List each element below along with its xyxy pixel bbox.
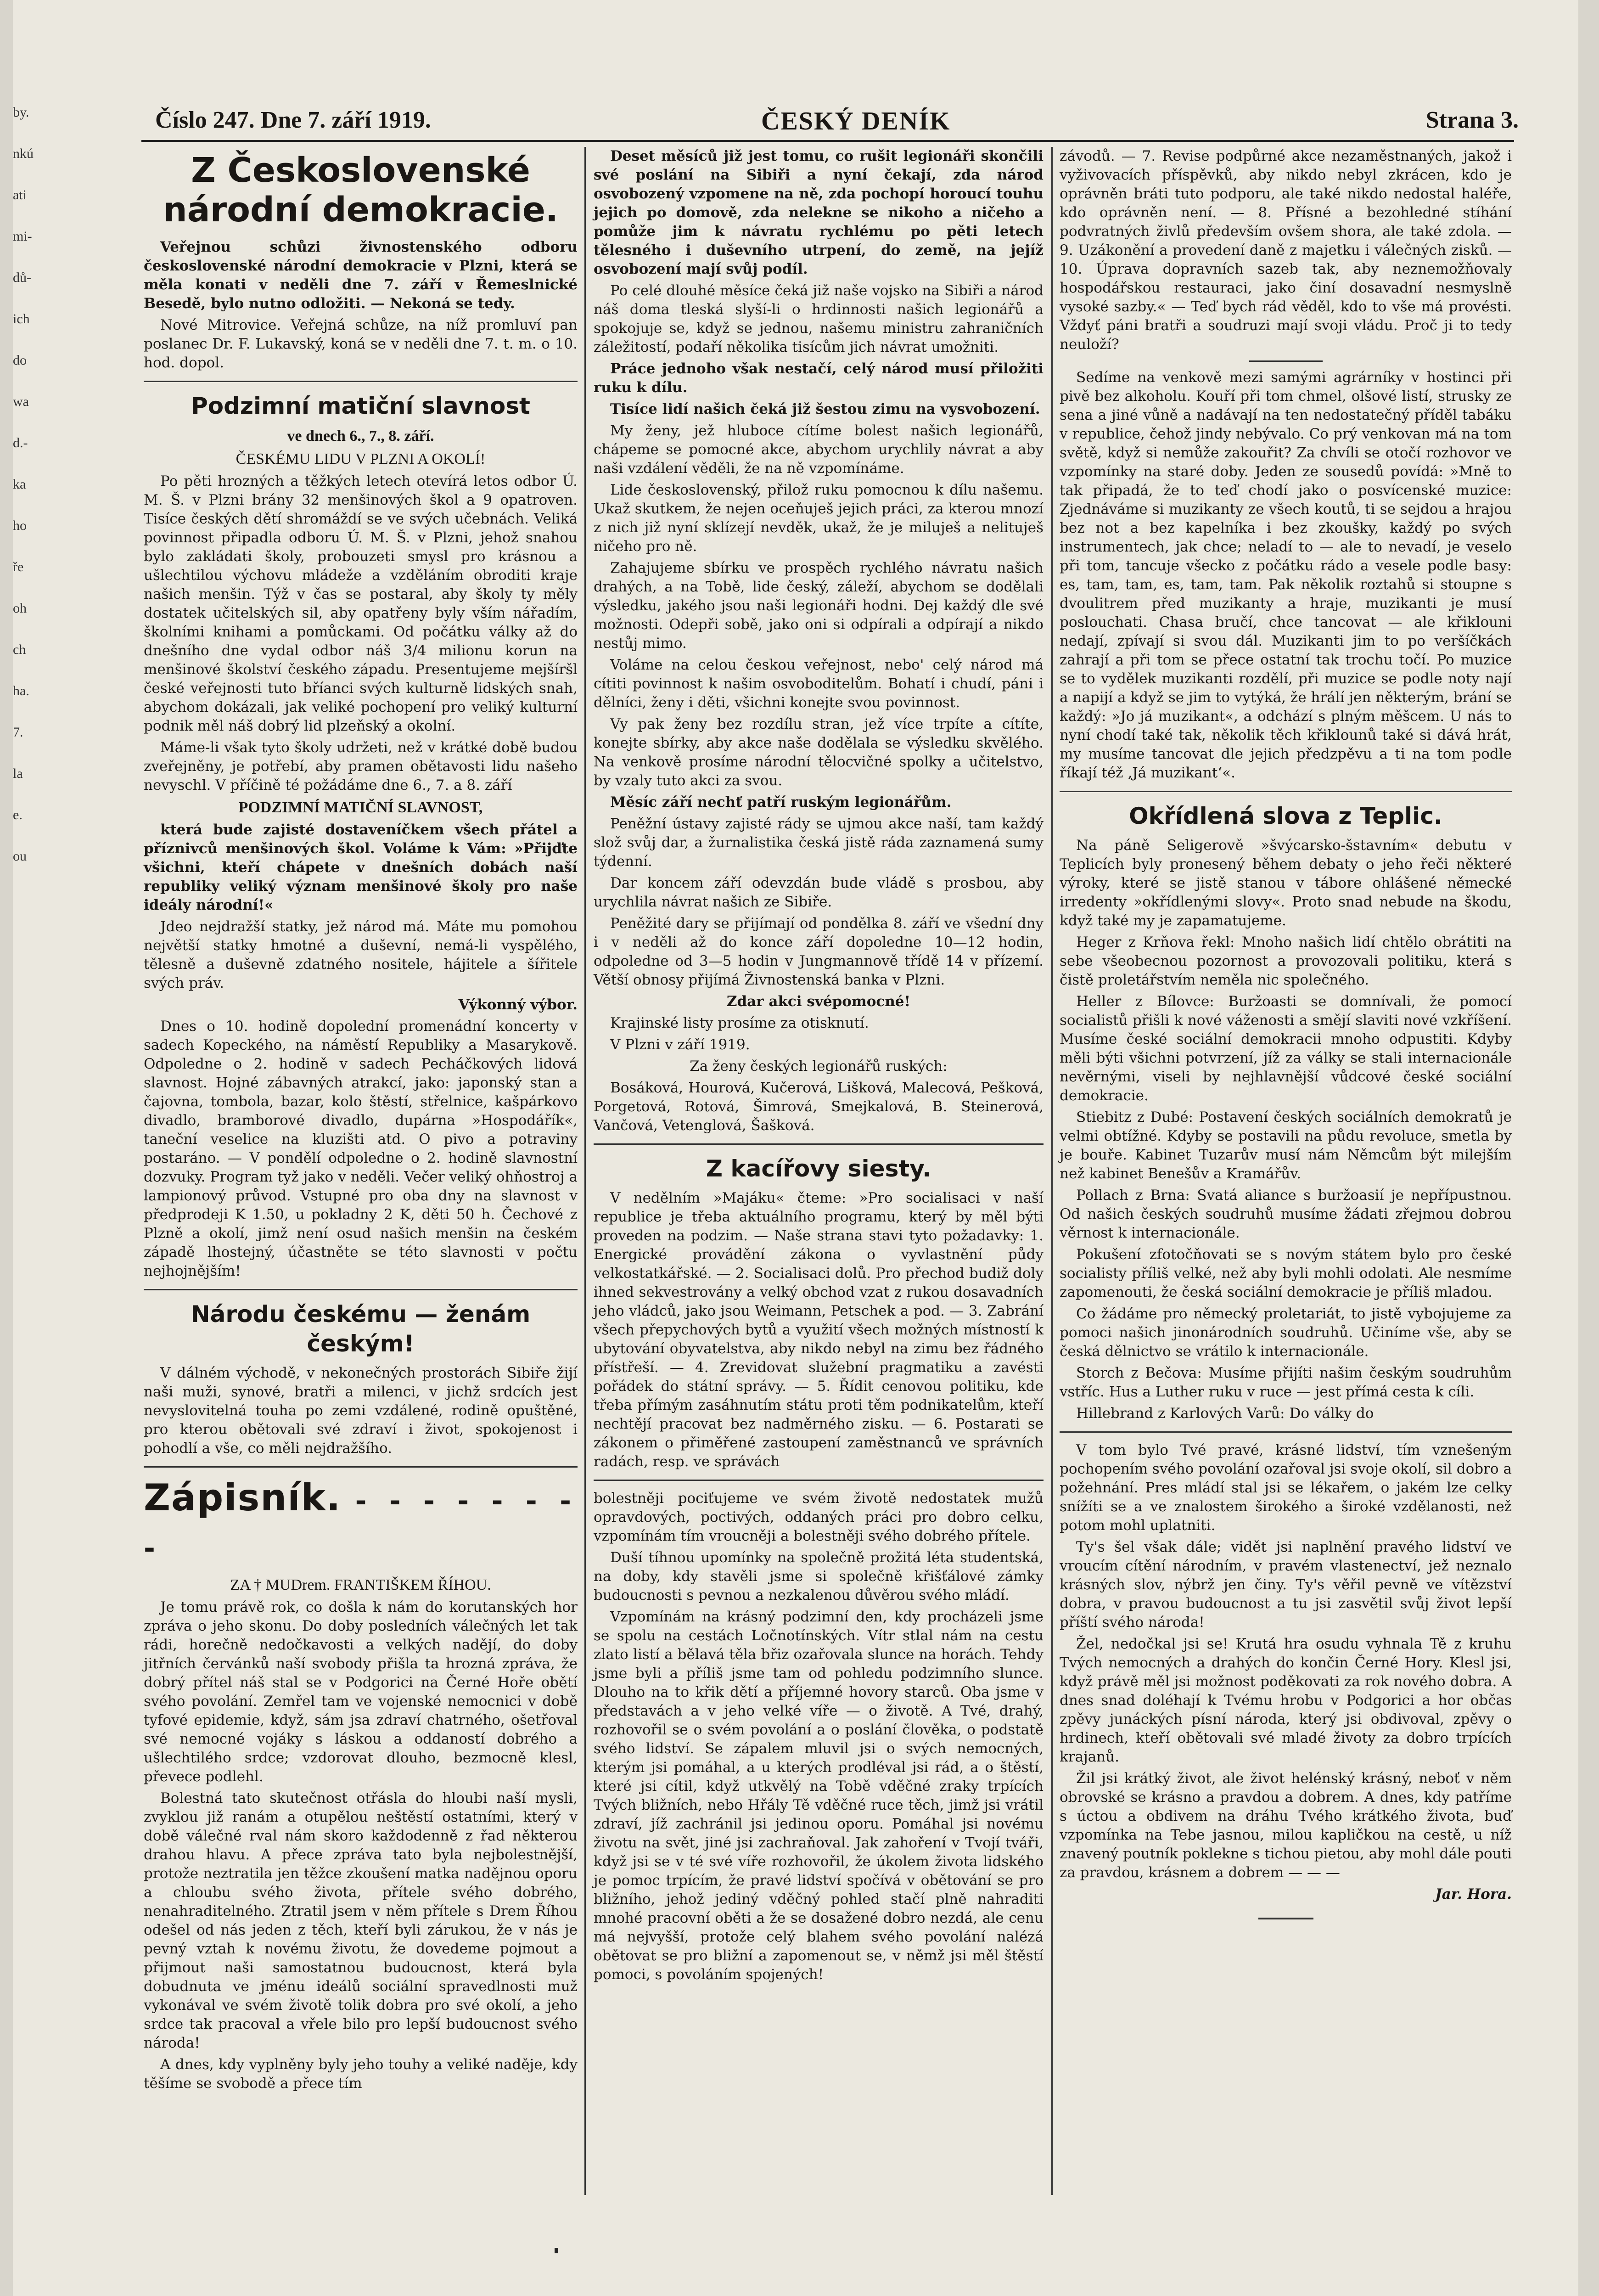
edge-fragment: ch — [13, 642, 26, 657]
article-paragraph: Zahajujeme sbírku ve prospěch rychlého návratu našich drahých, a na Tobě, lide český, záleží, abychom se dodělali výsledku, jakého jsou naši legionáři hodni. Dej každý dle své možnosti. Odepři sobě, jako oni si odpírali a odpírají a nikdo nestůj mimo. — [594, 560, 1044, 652]
article-separator — [594, 1143, 1044, 1145]
column-divider — [584, 147, 586, 2195]
edge-fragment: dů- — [13, 270, 31, 285]
article-paragraph: bolestněji pociťujeme ve svém životě nedostatek mužů opravdových, poctivých, oddaných práci pro dobro celku, vzpomínám tím vroucněji a bolestněji svého dobrého přítele. — [594, 1490, 1044, 1544]
newspaper-page — [13, 0, 1578, 2296]
article-subheadline: ČESKÉMU LIDU V PLZNI A OKOLÍ! — [236, 450, 486, 467]
edge-fragment: ho — [13, 518, 27, 533]
edge-fragment: ou — [13, 849, 27, 864]
article-paragraph: Nové Mitrovice. Veřejná schůze, na níž promluví pan poslanec Dr. F. Lukavský, koná se v neděli dne 7. t. m. o 10. hod. dopol. — [144, 317, 578, 371]
column-3 — [1060, 147, 1512, 2167]
article-headline: Z Československé národní demokracie. — [163, 151, 558, 230]
page-number: Strana 3. — [1425, 107, 1519, 133]
article-paragraph: Pollach z Brna: Svatá aliance s buržoasií je nepřípustnou. Od našich českých soudruhů musíme žádati zřejmou dobrou věrnost k internacionále. — [1060, 1187, 1512, 1241]
article-paragraph: Sedíme na venkově mezi samými agrárníky v hostinci při pivě bez alkoholu. Kouří při tom chmel, olšové listí, strusky ze sena a jiné vůně a nadávají na ten nedostatečný příděl tabáku v republice, čehož jindy nebývalo. Co prý venkovan má na tom světě, když si nemůže zakouřit? Za chvíli se otočí rozhovor ve vzpomínky na staré doby. Jeden ze sousedů povídá: »Mně to tak připadá, že to teď chodí jako o posvícenské muzice: Zjednáváme si muzikanty ze všech koutů, ti se sejdou a hrajou bez not a bez kapelníka i bez zkoušky, každý po svých instrumentech, jak chce; neladí to — ale to nevadí, je veselo při tom, tancuje všecko z počátku rádo a vesele podle basy: es, tam, tam, es, tam, tam. Pak několik roztahů si stoupne s dvoulitrem před muzikanty a hraje, muzikanti je musí poslouchati. Chasa bručí, chce tancovat — ale křiklouni nedají, zpívají si svou dál. Muzikanti jim to po veršíčkách zahrají a při tom se přece ostatní tak trochu točí. Po muzice se to vydělek muzikanti rozdělí, při muzice se podle noty nají a napijí a když se jim to vytýká, že hrálí jen některým, brání se každý: »Jo já muzikant«, a odchází s plným měšcem. U nás to nyní chodí také tak, několik těch křiklounů také si dává hrát, my musíme tancovat dle jejich předzpěvu a ti na tom podle říkají též ‚Já muzikant‘«. — [1060, 369, 1512, 781]
article-paragraph: Vzpomínám na krásný podzimní den, kdy procházeli jsme se spolu na cestách Ločnotínských. Vítr stlal nám na cestu zlato listí a bělavá těla břiz ozařovala slunce na horách. Tehdy jsme byli a příliš jsme tam od pohledu podzimního slunce. Dlouho na to křik dětí a příjemné hovory starců. Oba jsme v představách a v jeho velké víře — o životě. A Tvé, drahý, rozhovořil se o svém povolání a o poslání člověka, o podstatě svého lidství. Se zápalem mluvil jsi o svých nemocných, kterým jsi pomáhal, a u kterých prodléval jsi rád, a o štěstí, které jsi cítil, když utkvělý na Tobě vděčné zraky trpících Tvých bližních, nebo Hřály Tě vděčné ruce těch, jimž jsi vrátil zdraví, jíž zachránil jsi jedinou oporu. Pomáhal jsi novému životu na svět, jiné jsi zachraňoval. Jak zahoření v Tvojí tváři, když jsi se v té své víře rozhovořil, že úkolem života lidského je pomoc trpícím, že pravé lidství spočívá v obětování se pro bližního, jehož jediný vděčný pohled stačí plně nahraditi mnohé pracovní oběti a že se dosažené dobro nezdá, ale cenu má nejvyšší, protože celý blahem svého povolání nalézá obětovat se pro bližní a zapomenout se, v němž jsi měl štěstí pomoci, s povoláním spojených! — [594, 1609, 1044, 1983]
article-headline: Z kacířovy siesty. — [706, 1155, 931, 1182]
article-paragraph: která bude zajisté dostaveníčkem všech přátel a příznivců menšinových škol. Voláme k Vám: »Přijďte všichni, kteří chápete v dnešních dobách naší republiky veliký význam menšinové školy pro naše ideály národní!« — [144, 822, 578, 913]
edge-fragment: e. — [13, 807, 22, 822]
article-paragraph: Heger z Krňova řekl: Mnoho našich lidí chtělo obrátiti na sebe všeobecnou pozornost a provozovali politiku, která s čistě proletářstvím neměla nic společného. — [1060, 934, 1512, 988]
article-paragraph: Stiebitz z Dubé: Postavení českých sociálních demokratů je velmi obtížné. Kdyby se postavili na půdu revoluce, smetla by je bouře. Kabinet Tuzarův musí nám Němcům být milejším než kabinet Benešův a Kramářův. — [1060, 1109, 1512, 1182]
article-paragraph: Práce jednoho však nestačí, celý národ musí přiložiti ruku k dílu. — [594, 360, 1044, 396]
article-paragraph: Krajinské listy prosíme za otisknutí. — [610, 1015, 869, 1031]
article-paragraph: Ty's šel však dále; vidět jsi naplnění pravého lidství ve vroucím cítění národním, v pravém vlastenectví, jež neznalo krásných slov, nýbrž jen činy. Ty's věřil pevně ve vítězství dobra, v pravou budoucnost a tu jsi zasvětil svůj život lepší příští svého národa! — [1060, 1539, 1512, 1631]
article-paragraph: Hillebrand z Karlových Varů: Do války do — [1076, 1405, 1374, 1422]
article-paragraph: Tisíce lidí našich čeká již šestou zimu na vysvobození. — [610, 401, 1040, 417]
end-rule — [1258, 1918, 1313, 1919]
article-subheadline: PODZIMNÍ MATIČNÍ SLAVNOST, — [238, 799, 483, 816]
edge-fragment: nkú — [13, 146, 34, 161]
article-paragraph: Na páně Seligerově »švýcarsko-šstavním« debutu v Teplicích byly pronesený během debaty o jeho řeči některé výroky, které se jistě stanou v tábore ohlášené německé irredenty »okřídlenými slovy«. Proto snad nebude na škodu, když také my je zapamatujeme. — [1060, 837, 1512, 929]
issue-date: Číslo 247. Dne 7. září 1919. — [155, 107, 431, 133]
article-separator — [144, 381, 578, 382]
column-1 — [144, 147, 578, 2255]
section-title: Zápisník. — [144, 1476, 342, 1519]
print-speck — [555, 2248, 558, 2253]
article-paragraph: Deset měsíců již jest tomu, co rušit legionáři skončili své poslání na Sibiři a nyní čekají, zda národ osvobozený vzpomene na ně, zda pochopí horoucí touhu jejich po domově, zda nelekne se nikoho a ničeho a pomůže jim k návratu rychlému po pěti letech tělesného i duševního utrpení, do země, na jejíž osvobození mají svůj podíl. — [594, 148, 1044, 277]
header-rule — [141, 140, 1514, 142]
article-separator — [144, 1466, 578, 1468]
edge-fragment: ich — [13, 311, 30, 326]
article-signature: Jar. Hora. — [1435, 1886, 1512, 1902]
article-paragraph: Lide československý, přilož ruku pomocnou k dílu našemu. Ukaž skutkem, že nejen oceňuješ jejich práci, za kterou mnozí z nich již nyní sklízejí nevděk, ukaž, že je miluješ a nelituješ ničeho pro ně. — [594, 482, 1044, 555]
column-divider — [1051, 147, 1053, 2195]
article-paragraph: Máme-li však tyto školy udržeti, než v krátké době budou zveřejněny, je potřebí, aby pramen obětavosti lidu našeho nevyschl. V příčině té požádáme dne 6., 7. a 8. září — [144, 739, 578, 793]
article-separator — [1249, 360, 1323, 362]
edge-fragment: ře — [13, 559, 24, 574]
article-paragraph: závodů. — 7. Revise podpůrné akce nezaměstnaných, jakož i vyživovacích příspěvků, aby nikdo nebyl zkrácen, kdo je oprávněn bráti tuto podporu, ale také nikdo nedostal haléře, kdo oprávněn není. — 8. Přísné a bezohledné stíhání podvratných živlů především ovšem shora, ale také zdola. — 9. Uzákonění a provedení daně z majetku i válečných zisků. — 10. Úprava dopravních sazeb tak, aby neznemožňovaly hospodářskou restauraci, jako činí dosavadní nesmyslně vysoké sazby.« — Teď bych rád věděl, kdo to vše má provésti. Vždyť páni bratři a soudruzi mají svoji vládu. Proč ji to tedy neuloží? — [1060, 148, 1512, 353]
article-paragraph: Zdar akci svépomocné! — [726, 993, 911, 1010]
article-paragraph: Dnes o 10. hodině dopolední promenádní koncerty v sadech Kopeckého, na náměstí Republiky a Masarykově. Odpoledne o 2. hodině v sadech Pecháčkových lidová slavnost. Hojné zábavných atrakcí, jako: japonský stan a čajovna, tombola, bazar, kolo štěstí, střelnice, kašpárkovo divadlo, bramborové divadlo, dupárna »Hospodářík«, taneční veselice na kluzišti atd. O pivo a potraviny postaráno. — V pondělí odpoledne o 2. hodině slavnostní dozvuky. Program tyž jako v neděli. Večer veliký ohňostroj a lampionový průvod. Vstupné pro oba dny na slavnost v předprodeji K 1.50, u pokladny 2 K, děti 50 h. Čechové z Plzně a okolí, jimž není osud našich menšin na českém západě lhostejný, účastněte se této slavnosti v počtu nejhojnějším! — [144, 1018, 578, 1279]
article-paragraph: Pokušení zfotočňovati se s novým státem bylo pro české socialisty příliš velké, než aby byli mohli odolati. Ale nesmíme zapomenouti, že česká sociální demokracie je příliš mladou. — [1060, 1246, 1512, 1300]
article-paragraph: Vy pak ženy bez rozdílu stran, jež více trpíte a cítíte, konejte sbírky, aby akce naše dodělala se výsledku skvělého. Na venkově prosíme národní tělocvičné spolky a učitelstvo, by vzaly tuto akci za svou. — [594, 716, 1044, 789]
article-signature: Výkonný výbor. — [458, 996, 578, 1013]
column-2 — [594, 147, 1044, 2190]
article-paragraph: Dar koncem září odevzdán bude vládě s prosbou, aby urychlila návrat našich ze Sibiře. — [594, 875, 1044, 910]
edge-fragment: la — [13, 766, 23, 781]
article-headline: Okřídlená slova z Teplic. — [1129, 803, 1442, 829]
article-paragraph: Po celé dlouhé měsíce čeká již naše vojsko na Sibiři a národ náš doma tleská slyší-li o hrdinnosti našich legionářů a spokojuje se, když se jednou, našemu ministru zahraničních záležitostí, podaří několika tisícům jich návrat umožniti. — [594, 282, 1044, 355]
article-headline: Národu českému — ženám českým! — [191, 1301, 531, 1357]
article-paragraph: V tom bylo Tvé pravé, krásné lidství, tím vznešeným pochopením svého povolání ozařoval jsi svoje okolí, sil dobro a požehnání. Pres mládí stal jsi se lékařem, o jakém lze celky snížíti se a ve znalostem širokého a široké vzdělanosti, než potom mohl uplatniti. — [1060, 1442, 1512, 1534]
article-paragraph: Bosáková, Hourová, Kučerová, Lišková, Malecová, Pešková, Porgetová, Rotová, Šimrová, Smejkalová, B. Steinerová, Vančová, Vetenglová, Šašková. — [594, 1080, 1044, 1134]
edge-fragment: wa — [13, 394, 29, 409]
article-separator — [1060, 1431, 1512, 1433]
article-paragraph: Co žádáme pro německý proletariát, to jistě vybojujeme za pomoci našich jinonárodních soudruhů. Učiníme vše, aby se česká dělnictvo se vrátilo k internacionále. — [1060, 1306, 1512, 1360]
article-paragraph: Za ženy českých legionářů ruských: — [690, 1058, 948, 1075]
page-header — [141, 107, 1519, 139]
section-headline — [144, 1476, 578, 1570]
newspaper-title: ČESKÝ DENÍK — [761, 107, 951, 135]
article-subheadline: ve dnech 6., 7., 8. září. — [287, 428, 434, 445]
article-paragraph: A dnes, kdy vyplněny byly jeho touhy a veliké naděje, kdy těšíme se svobodě a přece tím — [144, 2056, 578, 2092]
article-paragraph: Měsíc září nechť patří ruským legionářům. — [610, 794, 952, 810]
article-paragraph: Žil jsi krátký život, ale život helénský krásný, neboť v něm obrovské se krásno a pravdou a dobrem. A dnes, kdy patříme s úctou a obdivem na dráhu Tvého krátkého života, buď vzpomínka na Tebe jasnou, milou kapličkou na cestě, u níž znavený poutník poklekne s tichou pietou, aby mohl dále pouti za pravdou, krásnem a dobrem — — — — [1060, 1770, 1512, 1881]
edge-fragment: do — [13, 353, 27, 368]
article-paragraph: Duší tíhnou upomínky na společně prožitá léta studentská, na doby, kdy stavěli jsme si společně křišťálové zámky budoucnosti s pevnou a nezkalenou důvěrou svého mládí. — [594, 1549, 1044, 1604]
article-paragraph: V dálném východě, v nekonečných prostorách Sibiře žijí naši muži, synové, bratři a milenci, v jichž srdcích jest nevyslovitelná touha po zemi vzdálené, rodině opuštěné, pro kterou obětovali své zdraví i život, spokojenost i pohodlí a vše, co měli nejdražšího. — [144, 1365, 578, 1457]
article-headline: Podzimní matiční slavnost — [191, 393, 530, 419]
edge-fragment: mi- — [13, 229, 32, 244]
edge-fragment: ati — [13, 187, 27, 203]
decorative-dashes: - - - - - - - - — [144, 1485, 578, 1564]
article-paragraph: V Plzni v září 1919. — [610, 1036, 750, 1053]
edge-fragment: ha. — [13, 683, 29, 698]
article-paragraph: V nedělním »Majáku« čteme: »Pro socialisaci v naší republice je třeba aktuálního programu, který by měl býti proveden na podzim. — Naše strana stavi tyto požadavky: 1. Energické provádění zákona o vyvlastnění půdy velkostatkářské. — 2. Socialisaci dolů. Pro přechod budiž doly ihned sekvestrovány a velký obchod vzat z rukou dosavadních jeho vládců, jako jsou Weimann, Petschek a pod. — 3. Zabrání všech přepychových bytů a využití všech možných místností k ubytování obyvatelstva, aby nikdo nebyl na zimu bez řádného přístřeší. — 4. Zrevidovat služební pragmatiku a zavésti pořádek do státní správy. — 5. Řídit cenovou politiku, kde třeba přímým zasáhnutím státu proti těm podnikatelům, kteří nechtějí pracovat bez nadměrného zisku. — 6. Postarati se zákonem o přiměřené zastoupení zaměstnanců ve správních radách, resp. ve správách — [594, 1190, 1044, 1470]
article-paragraph: Peněžní ústavy zajisté rády se ujmou akce naší, tam každý slož svůj dar, a žurnalistika česká jistě ráda zaznamená sumy týdenní. — [594, 816, 1044, 870]
article-paragraph: Peněžité dary se přijímají od pondělka 8. září ve všední dny i v neděli až do konce září dopoledne 10—12 hodin, odpoledne od 3—5 hodin v Jungmannově třídě 14 v přízemí. Větší obnosy přijímá Živnostenská banka v Plzni. — [594, 915, 1044, 988]
article-paragraph: Heller z Bílovce: Buržoasti se domnívali, že pomocí socialistů přišli k nové váženosti a smějí slaviti nové vzkříšení. Musíme české sociální demokracii mnoho odpustiti. Kdyby měli býti všichni potvrzení, jíž za války se stali internacionále nevěrnými, viseli by nejhlavnější vůdcové české sociální demokracie. — [1060, 993, 1512, 1104]
article-paragraph: Voláme na celou českou veřejnost, nebo' celý národ má cítiti povinnost k našim osvoboditelům. Bohatí i chudí, páni i dělníci, ženy i děti, všichni konejte svou povinnost. — [594, 657, 1044, 711]
article-paragraph: Po pěti hrozných a těžkých letech otevírá letos odbor Ú. M. Š. v Plzni brány 32 menšinových škol a 9 opatroven. Tisíce českých dětí shromáždí se ve svých učebnách. Veliká povinnost připadla odboru Ú. M. Š. v Plzni, jehož snahou bylo zakládati školy, probouzeti smysl pro krásnou a ušlechtilou výchovu mládeže a vzděláním obroditi kraje našich menšin. Týž v čas se postaral, aby školy ty měly dostatek učitelských sil, aby opatřeny byly vším nářadím, školními knihami a pomůckami. Od počátku války až do dnešního dne vydal odbor náš 3/4 milionu korun na menšinové školství českého západu. Presentujeme mejšíršl české veřejnosti tuto bříanci svých kulturně lidských snah, abychom dokázali, jak veliké pochopení pro veliký kulturní podnik měl náš dobrý lid plzeňský a okolní. — [144, 473, 578, 734]
article-paragraph: Žel, nedočkal jsi se! Krutá hra osudu vyhnala Tě z kruhu Tvých nemocných a drahých do končin Černé Hory. Klesl jsi, když právě měl jsi možnost poděkovati za rok nového dobra. A dnes snad doléhají k Tvému hrobu v Podgorici a hor občas zpěvy junáckých písní národa, který jsi obdivoval, zpěvy o hrdinech, kteří obětovali své mladé životy za dobro trpících krajanů. — [1060, 1636, 1512, 1765]
article-paragraph: Bolestná tato skutečnost otřásla do hloubi naší mysli, zvyklou již ranám a otupělou neštěstí ostatními, který v době válečné rval nám skoro každodenně z řad některou drahou hlavu. A přece zpráva tato byla nejbolestnější, protože neztratila jen těžce zkoušení matka nadějnou oporu a chloubu svého života, přítele svého dobrého, nenahraditelného. Ztratil jsem v něm přítele s Drem Říhou odešel od nás jeden z těch, kteří byli zárukou, že v nás je pevný vztah k novému životu, že dovedeme pojmout a přijmout naši samostatnou budoucnost, která byla dobudnuta ve jménu ideálů sociální spravedlnosti muž vykonával ve svém životě tolik dobra pro své okolí, a jeho srdce tak pracoval a vřele bilo pro lepší budoucnost svého národa! — [144, 1790, 578, 2051]
article-paragraph: Storch z Bečova: Musíme přijíti našim českým soudruhům vstříc. Hus a Luther ruku v ruce — jest přímá cesta k cíli. — [1060, 1365, 1512, 1400]
article-paragraph: My ženy, jež hluboce cítíme bolest našich legionářů, chápeme se pomocné akce, abychom urychlily návrat a aby naši vzdálení věděli, že na ně vzpomínáme. — [594, 422, 1044, 477]
adjacent-page-edge — [13, 92, 34, 872]
edge-fragment: 7. — [13, 725, 23, 740]
article-paragraph: Je tomu právě rok, co došla k nám do korutanských hor zpráva o jeho skonu. Do doby posledních válečných let tak rádi, horečně nedočkavosti a velkých nadějí, do doby jitřních červánků naší svobody přišla ta hrozná zpráva, že dobrý přítel náš stal se v Podgorici na Černé Hoře obětí svého povolání. Zemřel tam ve vojenské nemocnici v době tyfové epidemie, když, sám jsa zdraví chatrného, ošetřoval své nemocné vojáky s láskou a oddaností dobrého a ušlechtilého srdce; vzdorovat dlouho, bezmocně klesl, převece podlehl. — [144, 1599, 578, 1785]
edge-fragment: ka — [13, 477, 26, 492]
article-separator — [1060, 791, 1512, 792]
article-separator — [594, 1480, 1044, 1481]
article-separator — [144, 1289, 578, 1290]
article-paragraph: Jdeo nejdražší statky, jež národ má. Máte mu pomohou největší statky hmotné a duševní, nemá-li vyspělého, tělesně a duševně zdatného nositele, hájitele a šířitele svých práv. — [144, 918, 578, 991]
edge-fragment: by. — [13, 105, 29, 120]
article-subheadline: ZA † MUDrem. FRANTIŠKEM ŘÍHOU. — [230, 1576, 491, 1593]
article-paragraph: Veřejnou schůzi živnostenského odboru československé národní demokracie v Plzni, která se měla konati v neděli dne 7. září v Řemeslnické Besedě, bylo nutno odložiti. — Nekoná se tedy. — [144, 239, 578, 312]
edge-fragment: oh — [13, 601, 27, 616]
edge-fragment: d.- — [13, 435, 28, 450]
